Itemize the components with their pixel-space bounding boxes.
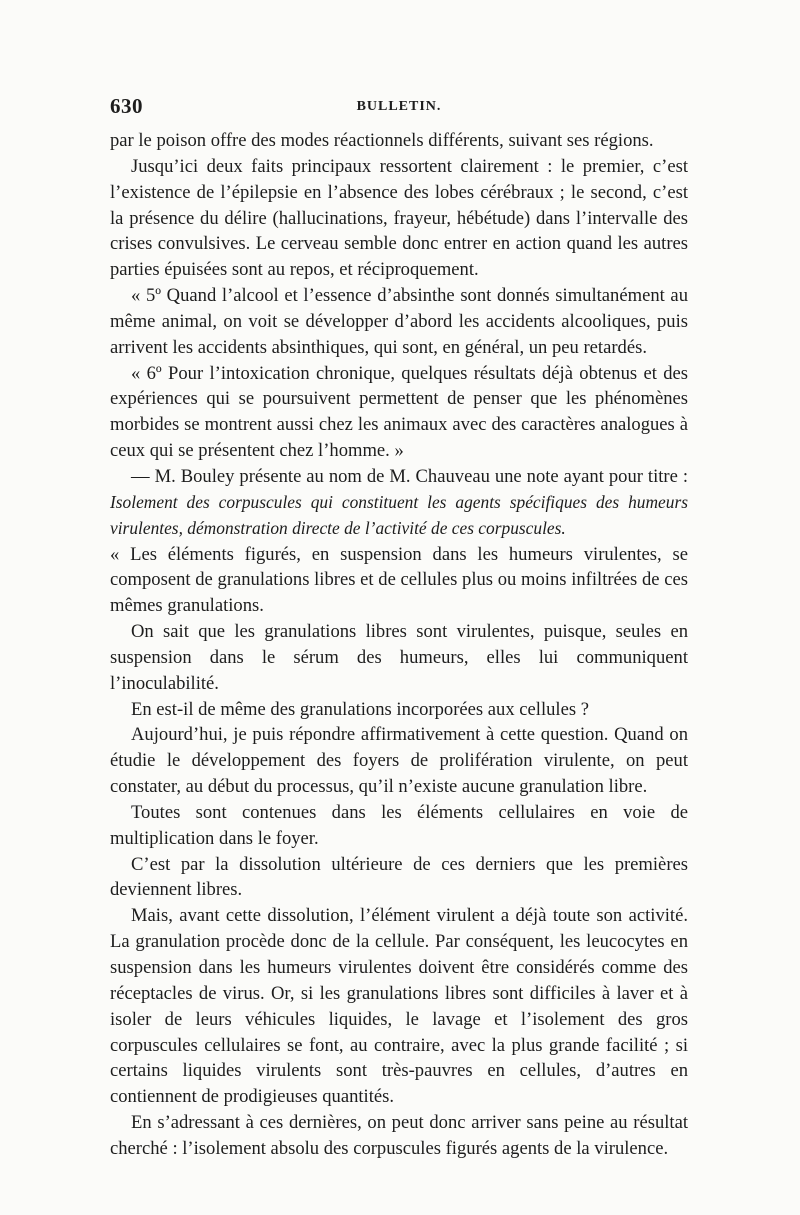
- bouley-intro: — M. Bouley présente au nom de M. Chauveau une note ayant pour titre :: [131, 465, 688, 487]
- page-number: 630: [110, 94, 143, 118]
- paragraph: Mais, avant cette dissolution, l’élément virulent a déjà toute son activité. La granulation procède donc de la cellule. Par conséquent, les leucocytes en suspension dans les humeurs virulentes doivent être considérés comme des réceptacles de virus. Or, si les granulations libres sont difficiles à laver et à isoler de leurs véhicules liquides, le lavage et l’isolement des gros corpuscules cellulaires se font, au contraire, avec la plus grande facilité ; si certains liquides virulents sont très-pauvres en cellules, d’autres en contiennent de prodigieuses quantités.: [110, 905, 688, 1108]
- note-title: Isolement des corpuscules qui constituent les agents spécifiques des humeurs virulentes, démonstration directe de l’activité de ces corpuscules.: [110, 491, 688, 538]
- paragraph: En est-il de même des granulations incorporées aux cellules ?: [131, 698, 589, 720]
- page-header: [110, 94, 688, 118]
- paragraph: On sait que les granulations libres sont virulentes, puisque, seules en suspension dans le sérum des humeurs, elles lui communiquent l’inoculabilité.: [110, 621, 688, 694]
- paragraph: Jusqu’ici deux faits principaux ressortent clairement : le premier, c’est l’existence de l’épilepsie en l’absence des lobes cérébraux ; le second, c’est la présence du délire (hallucinations, frayeur, hébétude) dans l’intervalle des crises convulsives. Le cerveau semble donc entrer en action quand les autres parties épuisées sont au repos, et réciproquement.: [110, 155, 688, 281]
- paragraph: C’est par la dissolution ultérieure de ces derniers que les premières deviennent libres.: [110, 853, 688, 901]
- paragraph: En s’adressant à ces dernières, on peut donc arriver sans peine au résultat cherché : l’isolement absolu des corpuscules figurés agents de la virulence.: [110, 1112, 688, 1159]
- paragraph: Toutes sont contenues dans les éléments cellulaires en voie de multiplication dans le foyer.: [110, 801, 688, 849]
- running-head: BULLETIN.: [356, 99, 442, 114]
- paragraph: par le poison offre des modes réactionnels différents, suivant ses régions.: [110, 130, 654, 151]
- body-text: [110, 128, 688, 1162]
- bouley-paragraph: [110, 464, 688, 542]
- paragraph: « 6º Pour l’intoxication chronique, quelques résultats déjà obtenus et des expériences qui se poursuivent permettent de penser que les phénomènes morbides se montrent aussi chez les animaux avec des caractères analogues à ceux qui se présentent chez l’homme. »: [110, 362, 688, 462]
- paragraph: Aujourd’hui, je puis répondre affirmativement à cette question. Quand on étudie le développement des foyers de prolifération virulente, on peut constater, au début du processus, qu’il n’existe aucune granulation libre.: [110, 724, 688, 798]
- paragraph: « Les éléments figurés, en suspension dans les humeurs virulentes, se composent de granulations libres et de cellules plus ou moins infiltrées de ces mêmes granulations.: [110, 543, 688, 617]
- paragraph: « 5º Quand l’alcool et l’essence d’absinthe sont donnés simultanément au même animal, on voit se développer d’abord les accidents alcooliques, puis arrivent les accidents absinthiques, qui sont, en général, un peu retardés.: [110, 285, 688, 358]
